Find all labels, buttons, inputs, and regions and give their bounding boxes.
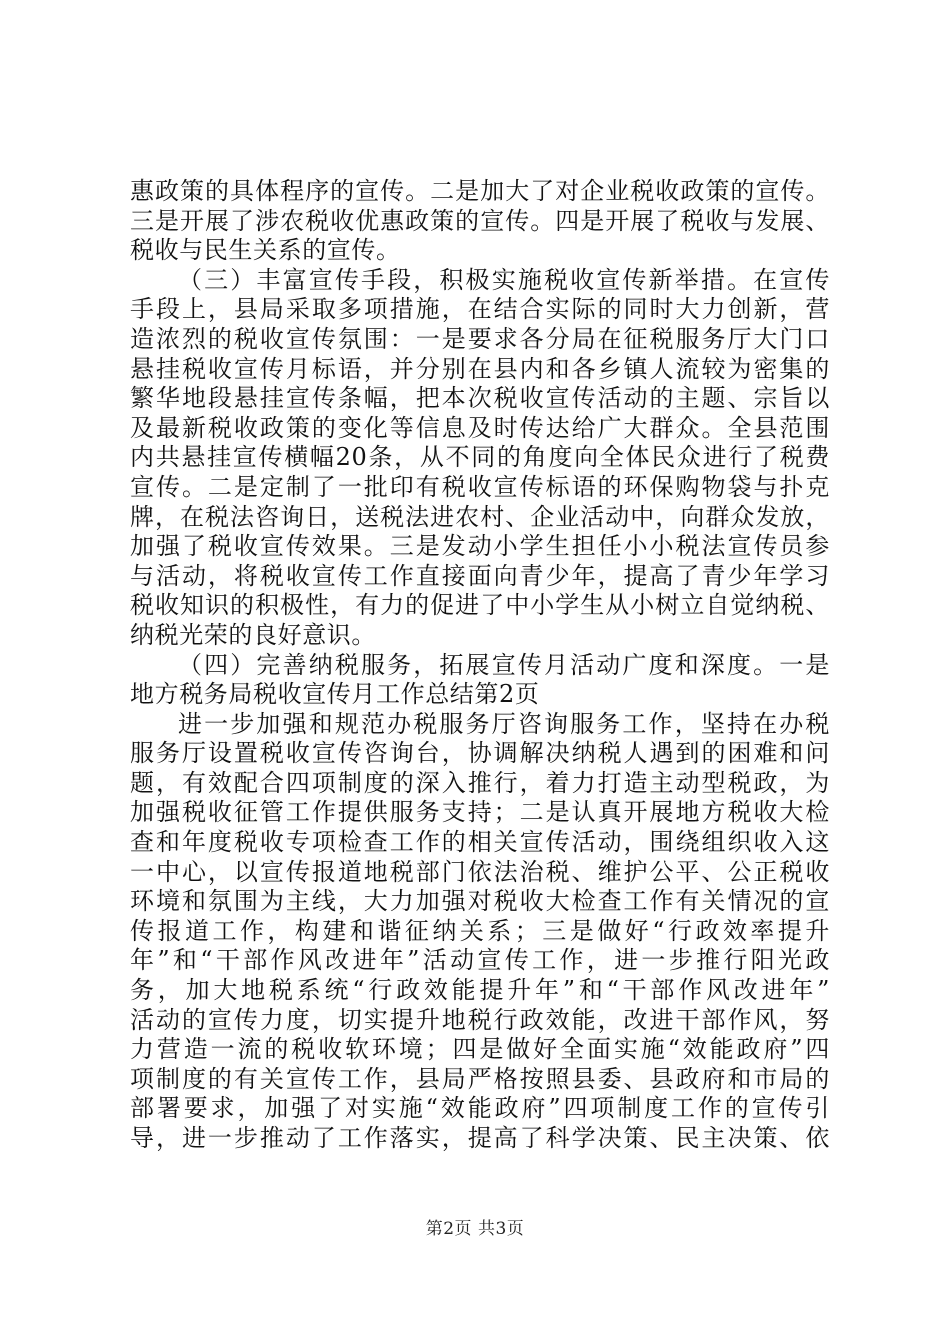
text-line: 部署要求，加强了对实施“效能政府”四项制度工作的宣传引 bbox=[130, 1094, 830, 1123]
text-line: 造浓烈的税收宣传氛围：一是要求各分局在征税服务厅大门口 bbox=[130, 324, 830, 353]
text-line: 一中心，以宣传报道地税部门依法治税、维护公平、公正税收 bbox=[130, 857, 830, 886]
text-line: 力营造一流的税收软环境；四是做好全面实施“效能政府”四 bbox=[130, 1035, 830, 1064]
text-line: 惠政策的具体程序的宣传。二是加大了对企业税收政策的宣传。 bbox=[130, 177, 830, 205]
text-line: 税收知识的积极性，有力的促进了中小学生从小树立自觉纳税、 bbox=[130, 591, 830, 620]
text-line: 进一步加强和规范办税服务厅咨询服务工作，坚持在办税 bbox=[178, 709, 830, 738]
text-line: 传报道工作，构建和谐征纳关系；三是做好“行政效率提升 bbox=[130, 916, 830, 945]
text-line: 项制度的有关宣传工作，县局严格按照县委、县政府和市局的 bbox=[130, 1064, 830, 1093]
text-line: 手段上，县局采取多项措施，在结合实际的同时大力创新，营 bbox=[130, 295, 830, 324]
paragraph-heading-three: （三）丰富宣传手段，积极实施税收宣传新举措。在宣传 bbox=[178, 265, 830, 294]
text-line: 环境和氛围为主线，大力加强对税收大检查工作有关情况的宣 bbox=[130, 887, 830, 916]
text-line: 宣传。二是定制了一批印有税收宣传标语的环保购物袋与扑克 bbox=[130, 472, 830, 501]
text-line: 牌，在税法咨询日，送税法进农村、企业活动中，向群众发放， bbox=[130, 502, 830, 531]
text-line: 查和年度税收专项检查工作的相关宣传活动，围绕组织收入这 bbox=[130, 828, 830, 857]
text-line: 及最新税收政策的变化等信息及时传达给广大群众。全县范围 bbox=[130, 413, 830, 442]
text-line: 导，进一步推动了工作落实，提高了科学决策、民主决策、依 bbox=[130, 1124, 830, 1152]
text-line: 务，加大地税系统“行政效能提升年”和“干部作风改进年” bbox=[130, 976, 830, 1005]
text-line: 与活动，将税收宣传工作直接面向青少年，提高了青少年学习 bbox=[130, 561, 830, 590]
text-line: 活动的宣传力度，切实提升地税行政效能，改进干部作风，努 bbox=[130, 1005, 830, 1034]
text-line: 内共悬挂宣传横幅20条，从不同的角度向全体民众进行了税费 bbox=[130, 443, 830, 472]
text-line: 加强了税收宣传效果。三是发动小学生担任小小税法宣传员参 bbox=[130, 532, 830, 561]
text-line: 纳税光荣的良好意识。 bbox=[130, 620, 376, 649]
text-line: 税收与民生关系的宣传。 bbox=[130, 236, 401, 265]
text-line: 服务厅设置税收宣传咨询台，协调解决纳税人遇到的困难和问 bbox=[130, 739, 830, 768]
paragraph-heading-four: （四）完善纳税服务，拓展宣传月活动广度和深度。一是 bbox=[178, 650, 830, 679]
text-line: 加强税收征管工作提供服务支持；二是认真开展地方税收大检 bbox=[130, 798, 830, 827]
document-body bbox=[130, 177, 830, 1154]
inline-page-title: 地方税务局税收宣传月工作总结第2页 bbox=[130, 680, 540, 709]
page-footer: 第2页 共3页 bbox=[425, 1219, 525, 1239]
text-line: 繁华地段悬挂宣传条幅，把本次税收宣传活动的主题、宗旨以 bbox=[130, 384, 830, 413]
text-line: 题，有效配合四项制度的深入推行，着力打造主动型税政，为 bbox=[130, 768, 830, 797]
text-line: 三是开展了涉农税收优惠政策的宣传。四是开展了税收与发展、 bbox=[130, 206, 830, 235]
text-line: 悬挂税收宣传月标语，并分别在县内和各乡镇人流较为密集的 bbox=[130, 354, 830, 383]
text-line: 年”和“干部作风改进年”活动宣传工作，进一步推行阳光政 bbox=[130, 946, 830, 975]
